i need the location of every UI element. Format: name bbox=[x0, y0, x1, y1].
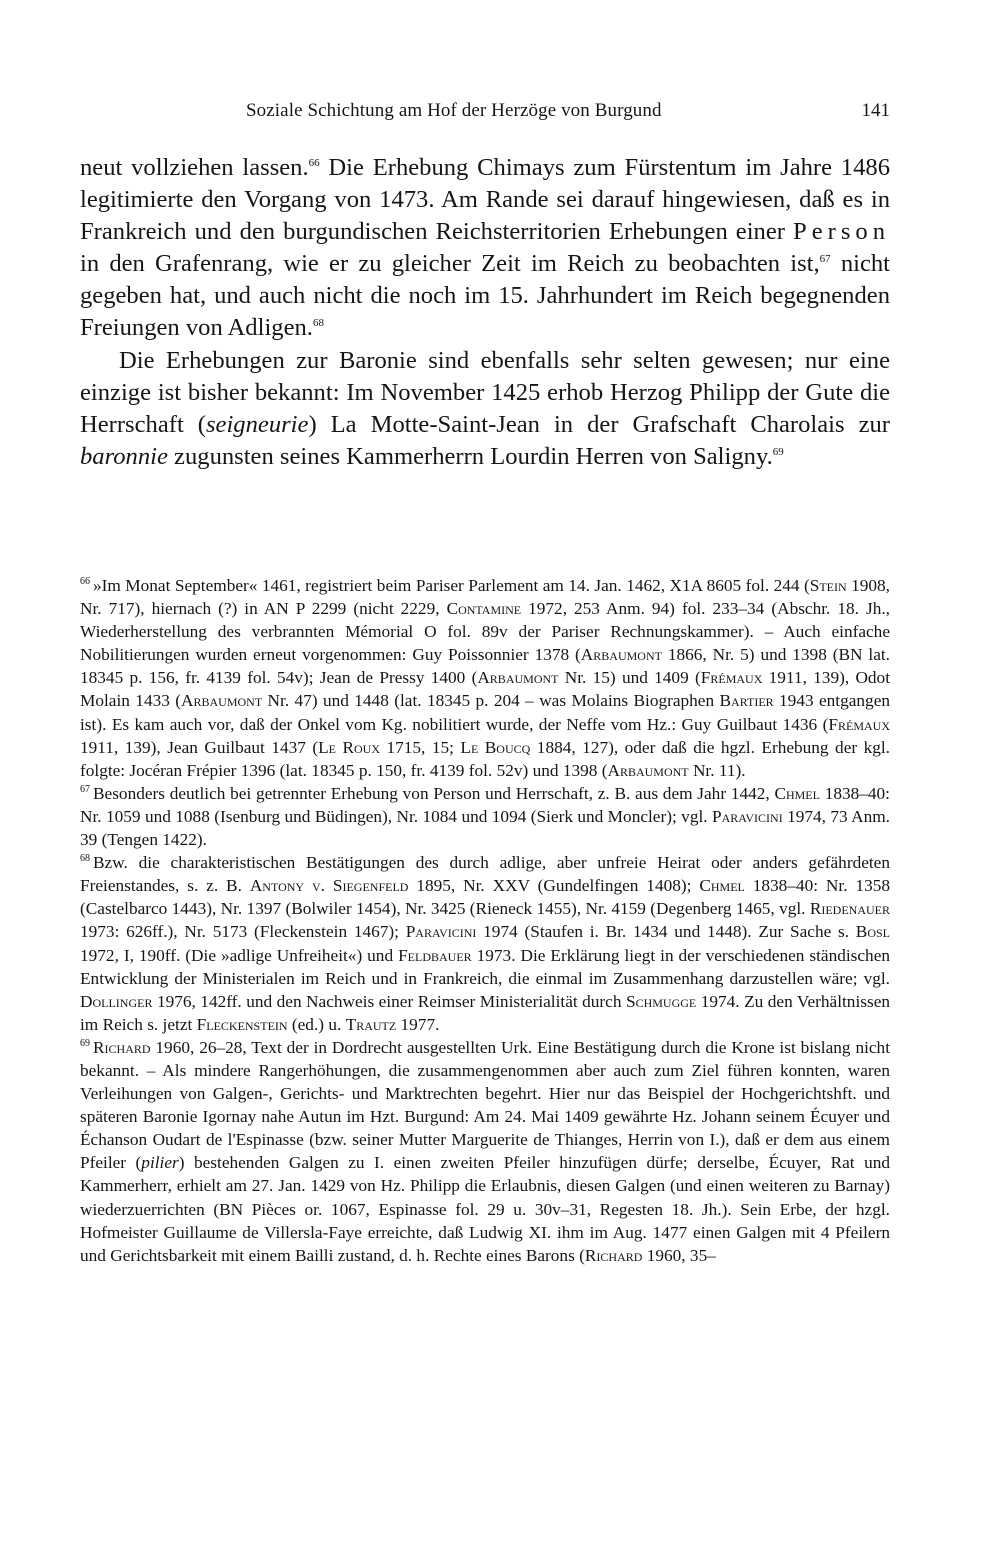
italic-term: pilier bbox=[141, 1153, 179, 1173]
text-run: ) bestehenden Galgen zu I. einen zweiten Pfeiler hinzufügen dürfe; derselbe, Écuyer, Rat und Kammerherr, erhielt am 27. Jan. 1429 von Hz. Philipp die Erlaubnis, diesen Galgen (und einen weiteren zu Barnay) wiederzuerrichten (BN Pièces or. 1067, Espinasse fol. 29 u. 30v–31, Regesten 18. Jh.). Sein Erbe, der hzgl. Hofmeister Guillaume de Villersla-Faye erreichte, daß Ludwig XI. ihm im Aug. 1477 einen Galgen mit 4 Pfeilern und Gerichtsbarkeit mit einem Bailli zustand, d. h. Rechte eines Barons ( bbox=[80, 1153, 890, 1265]
text-run: Die Erhebung Chimays zum Fürstentum im Jahre 1486 legitimierte den Vorgang von 1473. Am Rande sei darauf hingewiesen, daß es in Frankreich und den burgundischen Reichsterritorien Erhebungen einer bbox=[80, 154, 890, 246]
author-name: Paravicini bbox=[711, 806, 783, 826]
author-name: Bartier bbox=[719, 691, 774, 711]
text-run: 1908, Nr. 717), hiernach (?) in AN P 2299 (nicht 2229, bbox=[80, 576, 891, 619]
author-name: Stein bbox=[809, 576, 847, 595]
footnote-ref: 67 bbox=[819, 253, 831, 266]
text-run: 1972, I, 190ff. (Die »adlige Unfreiheit«) und bbox=[80, 945, 399, 965]
author-name: Frémaux bbox=[700, 668, 763, 688]
text-run: »Im Monat September« 1461, registriert beim Pariser Parlement am 14. Jan. 1462, X1A 8605 fol. 244 ( bbox=[93, 576, 810, 595]
footnote-number: 66 bbox=[80, 576, 90, 588]
running-title: Soziale Schichtung am Hof der Herzöge von Burgund bbox=[246, 100, 662, 121]
text-run: nicht gegeben hat, und auch nicht die noch im 15. Jahrhundert im Reich begegnenden Freiungen von Adligen. bbox=[80, 250, 890, 342]
text-run: 1911, 139), Odot Molain 1433 ( bbox=[80, 668, 891, 711]
text-run: 1960, 35– bbox=[642, 1245, 716, 1265]
footnote-number: 67 bbox=[80, 784, 90, 796]
text-run: 1977. bbox=[396, 1014, 440, 1034]
text-run: Nr. 15) und 1409 ( bbox=[558, 668, 701, 688]
text-run: 1976, 142ff. und den Nachweis einer Reimser Ministerialität durch bbox=[152, 991, 626, 1011]
text-run: 1884, 127), oder daß die hgzl. Erhebung der kgl. folgte: Jocéran Frépier 1396 (lat. 18345 p. 150, fr. 4139 fol. 52v) und 1398 ( bbox=[80, 737, 890, 780]
text-run: Nr. 47) und 1448 (lat. 18345 p. 204 – was Molains Biographen bbox=[262, 691, 720, 711]
author-name: Trautz bbox=[345, 1014, 397, 1034]
text-run: 1972, 253 Anm. 94) fol. 233–34 (Abschr. 18. Jh., Wiederherstellung des verbrannten Mémorial O fol. 89v der Pariser Rechnungskammer). – Auch einfache Nobilitierungen wurden erneut vorgenommen: Guy Poissonnier 1378 ( bbox=[80, 599, 890, 665]
text-run: 1943 entgangen ist). Es kam auch vor, daß der Onkel vom Kg. nobilitiert wurde, der Neffe vom Hz.: Guy Guilbaut 1436 ( bbox=[80, 691, 891, 734]
main-text bbox=[80, 152, 890, 473]
text-run: 1974. Zu den Verhältnissen im Reich s. jetzt bbox=[80, 991, 891, 1034]
text-run: 1960, 26–28, Text der in Dordrecht ausgestellten Urk. Eine Bestätigung durch die Krone ist bislang nicht bekannt. – Als mindere Rangerhöhungen, die zusammengenommen aber auch zum Ziel führen konnten, waren Verleihungen von Galgen-, Gerichts- und Marktrechten begehrt. Hier nur das Beispiel der Hochgerichtshft. und späteren Baronie Igornay nahe Autun im Hzt. Burgund: Am 24. Mai 1409 gewährte Hz. Johann seinem Écuyer und Échanson Oudart de l'Espinasse (bzw. seiner Mutter Marguerite de Thianges, Herrin von I.), daß er dem aus einem Pfeiler ( bbox=[80, 1037, 890, 1173]
author-name: Riedenauer bbox=[809, 899, 890, 919]
footnote-ref: 66 bbox=[308, 156, 320, 169]
text-run: 1895, Nr. XXV (Gundelfingen 1408); bbox=[408, 876, 700, 896]
paragraph-1 bbox=[80, 152, 890, 345]
text-run: 1866, Nr. 5) und 1398 (BN lat. 18345 p. 156, fr. 4139 fol. 54v); Jean de Pressy 1400 ( bbox=[80, 645, 890, 688]
text-run: 1838–40: Nr. 1358 (Castelbarco 1443), Nr. 1397 (Bolwiler 1454), Nr. 3425 (Rieneck 1455), Nr. 4159 (Degenberg 1465, vgl. bbox=[80, 876, 890, 919]
author-name: Arbaumont bbox=[607, 760, 689, 780]
author-name: Le Boucq bbox=[460, 737, 531, 757]
author-name: Antony v. Siegenfeld bbox=[249, 876, 409, 896]
text-run: (ed.) u. bbox=[287, 1014, 346, 1034]
author-name: Paravicini bbox=[405, 922, 477, 942]
text-run: 1715, 15; bbox=[380, 737, 461, 757]
footnotes bbox=[80, 574, 890, 1267]
footnote-number: 68 bbox=[80, 853, 90, 865]
author-name: Chmel bbox=[699, 876, 745, 896]
text-run: neut vollziehen lassen. bbox=[80, 154, 309, 181]
footnote-ref: 69 bbox=[772, 445, 784, 458]
text-run: 1974, 73 Anm. 39 (Tengen 1422). bbox=[80, 806, 890, 850]
author-name: Arbaumont bbox=[580, 645, 662, 665]
text-run: in den Grafenrang, wie er zu gleicher Zeit im Reich zu beobachten ist, bbox=[80, 250, 820, 278]
author-name: Fleckenstein bbox=[196, 1014, 288, 1034]
spaced-emphasis: Person bbox=[793, 218, 890, 246]
text-run: Nr. 11). bbox=[688, 760, 746, 780]
author-name: Frémaux bbox=[828, 714, 890, 734]
footnote-number: 69 bbox=[80, 1038, 90, 1050]
footnote-66 bbox=[80, 574, 890, 782]
author-name: Arbaumont bbox=[477, 668, 559, 688]
footnote-ref: 68 bbox=[312, 317, 324, 330]
footnote-69 bbox=[80, 1036, 890, 1267]
author-name: Bosl bbox=[855, 922, 890, 942]
italic-term: baronnie bbox=[80, 442, 168, 470]
author-name: Chmel bbox=[774, 783, 820, 803]
author-name: Contamine bbox=[446, 599, 522, 619]
text-run: ) La Motte-Saint-Jean in der Grafschaft Charolais zur bbox=[308, 410, 890, 438]
author-name: Dollinger bbox=[80, 991, 153, 1011]
text-run: 1974 (Staufen i. Br. 1434 und 1448). Zur Sache s. bbox=[476, 922, 856, 942]
page-number: 141 bbox=[861, 100, 890, 121]
author-name: Schmugge bbox=[625, 991, 697, 1011]
page-header bbox=[80, 100, 890, 128]
text-run: Besonders deutlich bei getrennter Erhebung von Person und Herrschaft, z. B. aus dem Jahr 1442, bbox=[93, 783, 775, 803]
text-run: Die Erhebungen zur Baronie sind ebenfalls sehr selten gewesen; nur eine einzige ist bisher bekannt: Im November 1425 erhob Herzog Philipp der Gute die Herrschaft ( bbox=[80, 346, 890, 438]
footnote-67 bbox=[80, 782, 890, 851]
text-run: 1838–40: Nr. 1059 und 1088 (Isenburg und Büdingen), Nr. 1084 und 1094 (Sierk und Moncler); vgl. bbox=[80, 783, 890, 826]
author-name: Feldbauer bbox=[398, 945, 472, 965]
italic-term: seigneurie bbox=[205, 410, 309, 438]
text-run: 1973: 626ff.), Nr. 5173 (Fleckenstein 1467); bbox=[80, 922, 406, 942]
footnote-68 bbox=[80, 851, 890, 1036]
author-name: Arbaumont bbox=[181, 691, 263, 711]
text-run: zugunsten seines Kammerherrn Lourdin Herren von Saligny. bbox=[167, 442, 773, 470]
author-name: Le Roux bbox=[318, 737, 381, 757]
author-name: Richard bbox=[584, 1245, 643, 1265]
author-name: Richard bbox=[93, 1037, 151, 1057]
text-run: Bzw. die charakteristischen Bestätigungen des durch adlige, aber unfreie Heirat oder anders gefährdeten Freienstandes, s. z. B. bbox=[80, 853, 890, 896]
paragraph-2 bbox=[80, 345, 890, 473]
text-run: 1911, 139), Jean Guilbaut 1437 ( bbox=[80, 737, 319, 757]
text-run: 1973. Die Erklärung liegt in der verschiedenen ständischen Entwicklung der Ministerialen im Reich und in Frankreich, die einmal im Zusammenhang darzustellen wäre; vgl. bbox=[80, 945, 891, 988]
